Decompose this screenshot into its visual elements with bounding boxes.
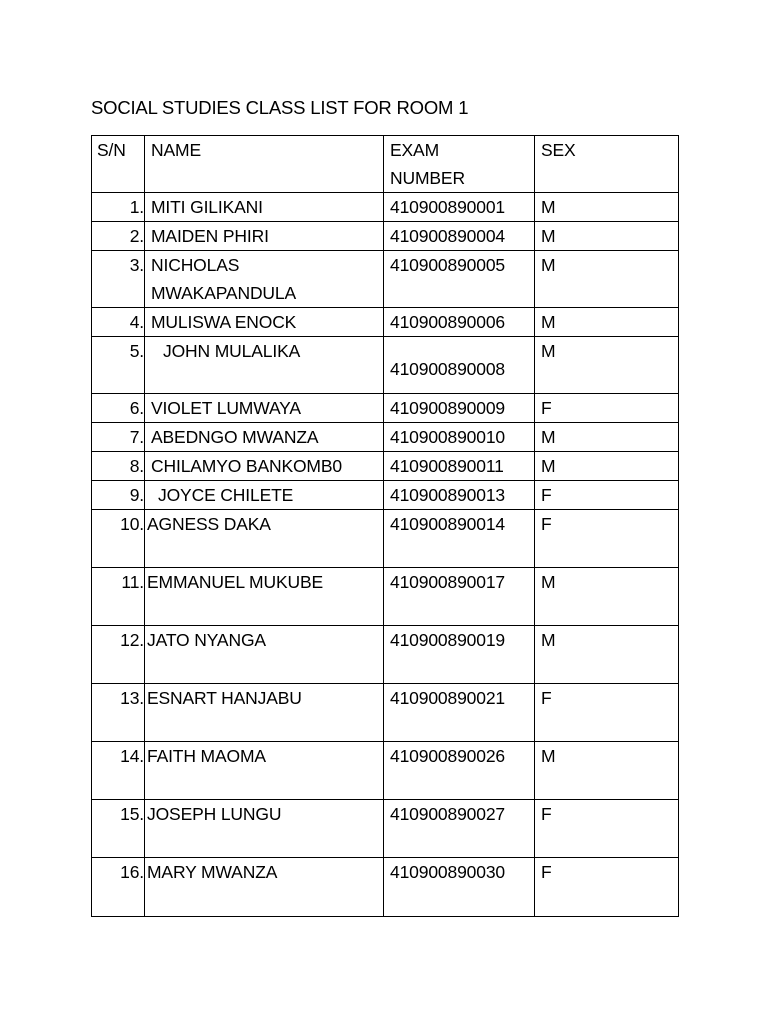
row-name: ABEDNGO MWANZA xyxy=(145,423,384,452)
header-sn: S/N xyxy=(92,136,145,193)
row-name: EMMANUEL MUKUBE xyxy=(145,568,384,626)
header-exam-number xyxy=(384,136,535,193)
header-name: NAME xyxy=(145,136,384,193)
row-exam-number: 410900890026 xyxy=(384,742,535,800)
table-header-row xyxy=(92,136,679,193)
row-sn: 14. xyxy=(92,742,145,800)
row-sn: 10. xyxy=(92,510,145,568)
row-sex: M xyxy=(535,742,679,800)
row-exam-number: 410900890017 xyxy=(384,568,535,626)
table-row xyxy=(92,423,679,452)
row-sn: 8. xyxy=(92,452,145,481)
row-name-line2: MWAKAPANDULA xyxy=(151,283,297,303)
row-name: CHILAMYO BANKOMB0 xyxy=(145,452,384,481)
row-sex: F xyxy=(535,510,679,568)
row-exam-number: 410900890008 xyxy=(384,337,535,394)
row-name: ESNART HANJABU xyxy=(145,684,384,742)
row-name: VIOLET LUMWAYA xyxy=(145,394,384,423)
row-exam-number: 410900890005 xyxy=(384,251,535,308)
table-row xyxy=(92,222,679,251)
row-exam-number: 410900890001 xyxy=(384,193,535,222)
row-sex: M xyxy=(535,423,679,452)
row-name: JOSEPH LUNGU xyxy=(145,800,384,858)
row-exam-number: 410900890030 xyxy=(384,858,535,917)
row-sn: 13. xyxy=(92,684,145,742)
row-sex: M xyxy=(535,337,679,394)
row-name: JATO NYANGA xyxy=(145,626,384,684)
row-exam-number: 410900890004 xyxy=(384,222,535,251)
table-row xyxy=(92,742,679,800)
row-exam-number: 410900890006 xyxy=(384,308,535,337)
table-row xyxy=(92,394,679,423)
row-name-line1: NICHOLAS xyxy=(151,255,240,275)
document-title: SOCIAL STUDIES CLASS LIST FOR ROOM 1 xyxy=(91,97,469,118)
row-sn: 15. xyxy=(92,800,145,858)
row-exam-number: 410900890027 xyxy=(384,800,535,858)
table-row xyxy=(92,568,679,626)
row-name: JOHN MULALIKA xyxy=(145,337,384,394)
row-sn: 7. xyxy=(92,423,145,452)
row-sn: 9. xyxy=(92,481,145,510)
row-sn: 11. xyxy=(92,568,145,626)
row-sn: 3. xyxy=(92,251,145,308)
header-sex: SEX xyxy=(535,136,679,193)
row-exam-number: 410900890014 xyxy=(384,510,535,568)
row-name xyxy=(145,251,384,308)
row-sex: M xyxy=(535,308,679,337)
table-row xyxy=(92,193,679,222)
row-sex: F xyxy=(535,800,679,858)
row-sex: F xyxy=(535,858,679,917)
row-sn: 2. xyxy=(92,222,145,251)
row-sn: 5. xyxy=(92,337,145,394)
table-row xyxy=(92,800,679,858)
row-name: MULISWA ENOCK xyxy=(145,308,384,337)
table-row xyxy=(92,858,679,917)
table-row xyxy=(92,337,679,394)
row-name: MITI GILIKANI xyxy=(145,193,384,222)
header-exam-line2: NUMBER xyxy=(390,168,465,188)
row-exam-number: 410900890011 xyxy=(384,452,535,481)
row-name: AGNESS DAKA xyxy=(145,510,384,568)
row-name: JOYCE CHILETE xyxy=(145,481,384,510)
table-row xyxy=(92,481,679,510)
row-sex: F xyxy=(535,481,679,510)
row-exam-number: 410900890009 xyxy=(384,394,535,423)
table-row xyxy=(92,684,679,742)
table-row xyxy=(92,510,679,568)
header-exam-line1: EXAM xyxy=(390,140,439,160)
table-row xyxy=(92,452,679,481)
row-exam-number: 410900890013 xyxy=(384,481,535,510)
row-sn: 4. xyxy=(92,308,145,337)
row-sex: M xyxy=(535,222,679,251)
row-sex: M xyxy=(535,626,679,684)
row-sex: F xyxy=(535,394,679,423)
row-sn: 12. xyxy=(92,626,145,684)
row-sex: M xyxy=(535,251,679,308)
row-sex: M xyxy=(535,193,679,222)
row-exam-number: 410900890019 xyxy=(384,626,535,684)
row-sex: M xyxy=(535,568,679,626)
table-row xyxy=(92,251,679,308)
row-sn: 6. xyxy=(92,394,145,423)
row-sn: 16. xyxy=(92,858,145,917)
row-sex: F xyxy=(535,684,679,742)
row-sex: M xyxy=(535,452,679,481)
row-name: MARY MWANZA xyxy=(145,858,384,917)
row-exam-number: 410900890021 xyxy=(384,684,535,742)
row-sn: 1. xyxy=(92,193,145,222)
row-name: MAIDEN PHIRI xyxy=(145,222,384,251)
table-row xyxy=(92,626,679,684)
table-row xyxy=(92,308,679,337)
row-name: FAITH MAOMA xyxy=(145,742,384,800)
class-list-table xyxy=(91,135,679,917)
row-exam-number: 410900890010 xyxy=(384,423,535,452)
